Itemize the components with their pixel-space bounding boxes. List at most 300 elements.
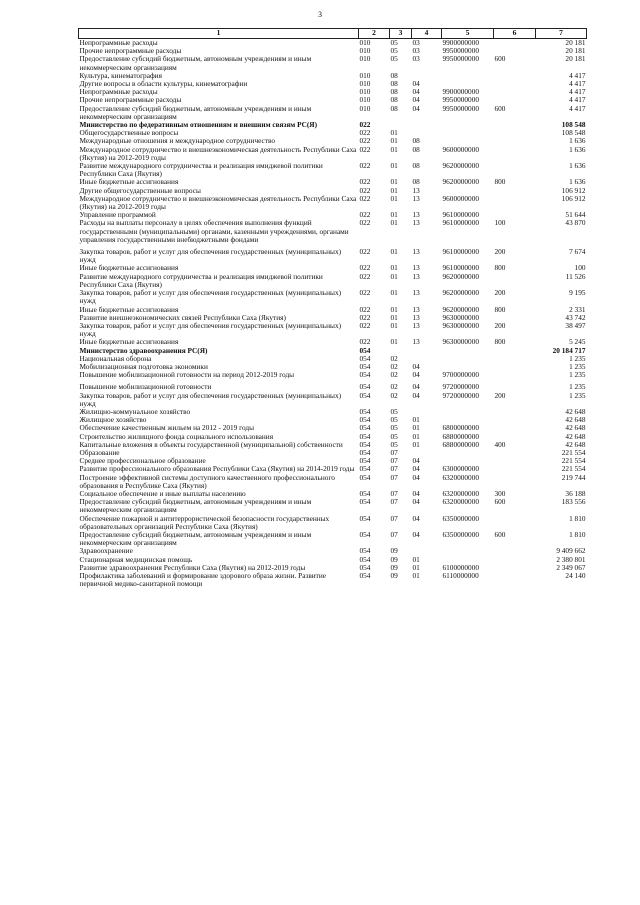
row-code: 054 [359, 406, 371, 416]
table-row [79, 273, 587, 289]
row-subsection: 13 [412, 304, 420, 314]
row-subsection: 04 [412, 472, 420, 482]
row-code: 022 [359, 144, 371, 154]
row-code: 010 [359, 46, 371, 56]
row-amount: 42 648 [565, 431, 586, 441]
table-row [79, 392, 587, 408]
row-target: 6880000000 [442, 439, 479, 449]
header-col-5: 5 [442, 29, 494, 39]
row-amount: 2 331 [569, 304, 586, 314]
row-name: Непрограммные расходы [79, 87, 158, 97]
row-subsection: 08 [412, 136, 420, 146]
row-type [494, 379, 536, 391]
row-section: 08 [390, 95, 398, 105]
row-amount: 36 188 [565, 488, 586, 498]
row-target: 9620000000 [442, 304, 479, 314]
row-section: 05 [390, 54, 398, 64]
row-name: Предоставление субсидий бюджетным, автономным учреждениям и иным некоммерческим организациям [79, 497, 312, 515]
row-amount: 1 235 [569, 390, 586, 400]
row-section: 01 [390, 218, 398, 228]
row-target: 9720000000 [442, 382, 479, 392]
header-col-3: 3 [390, 29, 412, 39]
row-target: 9620000000 [442, 177, 479, 187]
row-target: 6320000000 [442, 497, 479, 507]
row-type [494, 347, 536, 355]
row-code: 054 [359, 546, 371, 556]
row-target: 9630000000 [442, 320, 479, 330]
table-row [79, 195, 587, 211]
row-target: 6100000000 [442, 562, 479, 572]
row-name: Обеспечение качественным жильем на 2012 - 2019 годы [79, 423, 255, 433]
row-section: 02 [390, 361, 398, 371]
row-type [494, 273, 536, 289]
row-amount: 42 648 [565, 439, 586, 449]
row-subsection: 01 [412, 562, 420, 572]
row-target: 9630000000 [442, 312, 479, 322]
row-section: 01 [390, 247, 398, 257]
row-type: 200 [494, 247, 506, 257]
row-subsection: 04 [412, 488, 420, 498]
row-name: Национальная оборона [79, 353, 152, 363]
row-target: 9600000000 [442, 144, 479, 154]
row-name: Закупка товаров, работ и услуг для обеспечения государственных (муниципальных) нужд [79, 288, 342, 306]
row-amount: 42 648 [565, 415, 586, 425]
table-row [79, 515, 587, 531]
row-section: 01 [390, 312, 398, 322]
row-code: 010 [359, 38, 371, 47]
row-type [494, 72, 536, 80]
row-code: 022 [359, 210, 371, 220]
row-subsection: 04 [412, 390, 420, 400]
row-amount: 4 417 [569, 79, 586, 89]
row-code: 054 [359, 571, 371, 580]
row-target [442, 449, 494, 457]
row-amount: 51 644 [565, 210, 586, 220]
row-type [494, 564, 536, 572]
row-amount: 108 548 [561, 120, 586, 130]
row-amount: 4 417 [569, 103, 586, 113]
row-code: 010 [359, 54, 371, 64]
table-row [79, 498, 587, 514]
row-code: 054 [359, 345, 371, 355]
row-subsection: 13 [412, 320, 420, 330]
row-amount: 42 648 [565, 423, 586, 433]
row-name: Непрограммные расходы [79, 38, 158, 47]
row-section: 07 [390, 456, 398, 466]
row-amount: 183 556 [561, 497, 586, 507]
row-code: 022 [359, 320, 371, 330]
row-target: 9950000000 [442, 54, 479, 64]
row-amount: 11 526 [565, 271, 586, 281]
row-code: 010 [359, 103, 371, 113]
row-name: Другие общегосударственные вопросы [79, 185, 201, 195]
table-row [79, 162, 587, 178]
row-section: 07 [390, 447, 398, 457]
row-name: Расходы на выплаты персоналу в целях обеспечения выполнения функций государственными (муниципальными) органами, казенными учреждениями, органами управления государственными внебюджетными фондами [79, 218, 349, 244]
row-type [494, 547, 536, 555]
row-target [442, 72, 494, 80]
row-type [494, 121, 536, 129]
row-name: Прочие непрограммные расходы [79, 46, 182, 56]
row-target: 9950000000 [442, 95, 479, 105]
row-type: 400 [494, 439, 506, 449]
row-target [442, 129, 494, 137]
row-code: 054 [359, 472, 371, 482]
row-target: 9720000000 [442, 390, 479, 400]
row-section: 07 [390, 529, 398, 539]
row-amount: 4 417 [569, 95, 586, 105]
table-row [79, 347, 587, 355]
row-code: 054 [359, 431, 371, 441]
row-section: 01 [390, 136, 398, 146]
row-subsection: 13 [412, 193, 420, 203]
row-amount: 106 912 [561, 193, 586, 203]
row-section: 01 [390, 288, 398, 298]
row-code: 022 [359, 120, 371, 130]
row-target: 9950000000 [442, 46, 479, 56]
row-subsection [412, 347, 442, 355]
row-subsection: 13 [412, 247, 420, 257]
row-name: Профилактика заболеваний и формирование здорового образа жизни. Развитие первичной медико-санитарной помощи [79, 571, 327, 589]
row-code: 054 [359, 353, 371, 363]
row-subsection: 04 [412, 456, 420, 466]
row-section: 08 [390, 79, 398, 89]
row-type [494, 187, 536, 195]
row-code: 054 [359, 382, 371, 392]
row-target: 6350000000 [442, 529, 479, 539]
table-row [79, 55, 587, 71]
row-type [494, 515, 536, 531]
table-row [79, 146, 587, 162]
table-row [79, 474, 587, 490]
row-type: 200 [494, 320, 506, 330]
row-name: Предоставление субсидий бюджетным, автономным учреждениям и иным некоммерческим организациям [79, 529, 312, 548]
row-code: 054 [359, 415, 371, 425]
row-subsection: 01 [412, 423, 420, 433]
row-name: Иные бюджетные ассигнования [79, 177, 179, 187]
row-type: 600 [494, 54, 506, 64]
row-section: 01 [390, 271, 398, 281]
row-subsection: 13 [412, 271, 420, 281]
row-section: 01 [390, 144, 398, 154]
row-type [494, 195, 536, 211]
row-amount: 1 810 [569, 529, 586, 539]
row-subsection: 04 [412, 497, 420, 507]
row-target [442, 121, 494, 129]
row-target: 9600000000 [442, 193, 479, 203]
row-name: Закупка товаров, работ и услуг для обеспечения государственных (муниципальных) нужд [79, 390, 342, 408]
row-code: 054 [359, 464, 371, 474]
row-section: 01 [390, 337, 398, 347]
row-type: 600 [494, 103, 506, 113]
table-row [79, 572, 587, 588]
row-target: 9620000000 [442, 288, 479, 298]
row-subsection: 04 [412, 382, 420, 392]
row-type [494, 371, 536, 379]
row-subsection [412, 121, 442, 129]
row-amount: 221 554 [561, 456, 586, 466]
row-name: Иные бюджетные ассигнования [79, 263, 179, 273]
row-section: 01 [390, 185, 398, 195]
row-name: Предоставление субсидий бюджетным, автономным учреждениям и иным некоммерческим организациям [79, 54, 312, 72]
row-target [442, 547, 494, 555]
row-section: 02 [390, 390, 398, 400]
row-subsection: 01 [412, 554, 420, 564]
row-section: 02 [390, 370, 398, 380]
row-section: 02 [390, 353, 398, 363]
row-name: Управление программой [79, 210, 156, 220]
row-name: Предоставление субсидий бюджетным, автономным учреждениям и иным некоммерческим организациям [79, 103, 312, 121]
row-type [494, 355, 536, 363]
row-amount: 1 235 [569, 370, 586, 380]
row-section: 05 [390, 38, 398, 47]
row-section: 01 [390, 320, 398, 330]
row-type [494, 39, 536, 48]
row-name: Развитие профессионального образования Республики Саха (Якутия) на 2014-2019 годы [79, 464, 355, 474]
row-amount: 221 554 [561, 464, 586, 474]
row-section: 01 [390, 304, 398, 314]
row-amount: 1 810 [569, 513, 586, 523]
row-section: 01 [390, 128, 398, 138]
row-name: Международное сотрудничество и внешнеэкономическая деятельность Республики Саха (Якутия) на 2012-2019 годы [79, 193, 357, 212]
row-code: 022 [359, 337, 371, 347]
row-name: Другие вопросы в области культуры, кинематографии [79, 79, 248, 89]
table-row [79, 244, 587, 264]
table-row [79, 105, 587, 121]
row-code: 054 [359, 529, 371, 539]
row-section: 01 [390, 161, 398, 171]
row-subsection: 13 [412, 218, 420, 228]
row-code: 022 [359, 263, 371, 273]
table-body [79, 39, 587, 589]
row-section: 09 [390, 562, 398, 572]
table-row [79, 441, 587, 449]
row-section: 07 [390, 488, 398, 498]
row-target: 6320000000 [442, 472, 479, 482]
row-amount: 1 636 [569, 136, 586, 146]
row-name: Развитие международного сотрудничества и реализация имиджевой политики Республики Саха (Якутия) [79, 161, 323, 179]
row-code: 054 [359, 554, 371, 564]
row-name: Жилищно-коммунальное хозяйство [79, 406, 191, 416]
row-name: Культура, кинематография [79, 70, 162, 80]
row-section: 05 [390, 406, 398, 416]
row-subsection: 04 [412, 370, 420, 380]
row-subsection: 04 [412, 103, 420, 113]
row-section: 02 [390, 382, 398, 392]
row-amount: 4 417 [569, 70, 586, 80]
table-row [79, 371, 587, 379]
row-name: Закупка товаров, работ и услуг для обеспечения государственных (муниципальных) нужд [79, 247, 342, 265]
row-amount: 1 636 [569, 144, 586, 154]
row-name: Министерство здравоохранения РС(Я) [79, 345, 208, 355]
row-subsection: 13 [412, 263, 420, 273]
row-subsection: 04 [412, 513, 420, 523]
row-code: 022 [359, 271, 371, 281]
row-code: 054 [359, 361, 371, 371]
header-col-6: 6 [494, 29, 536, 39]
row-code: 010 [359, 79, 371, 89]
row-amount: 42 648 [565, 406, 586, 416]
row-section: 05 [390, 46, 398, 56]
row-subsection: 03 [412, 54, 420, 64]
row-amount: 9 409 662 [556, 546, 586, 556]
row-code: 054 [359, 488, 371, 498]
row-amount: 100 [574, 263, 586, 273]
row-subsection: 13 [412, 312, 420, 322]
row-code: 022 [359, 218, 371, 228]
row-section: 07 [390, 497, 398, 507]
row-amount: 2 380 801 [556, 554, 586, 564]
row-type: 600 [494, 529, 506, 539]
row-amount: 20 181 [565, 38, 586, 47]
row-code: 022 [359, 136, 371, 146]
row-name: Закупка товаров, работ и услуг для обеспечения государственных (муниципальных) нужд [79, 320, 342, 339]
row-name: Развитие здравоохранения Республики Саха (Якутия) на 2012-2019 годы [79, 562, 306, 572]
row-amount: 38 497 [565, 320, 586, 330]
row-amount: 1 235 [569, 353, 586, 363]
row-target: 9900000000 [442, 38, 479, 47]
row-section: 05 [390, 415, 398, 425]
row-code: 054 [359, 439, 371, 449]
row-type: 300 [494, 488, 506, 498]
row-code: 022 [359, 128, 371, 138]
row-amount: 9 195 [569, 288, 586, 298]
row-name: Построение эффективной системы доступного качественного профессионального образования в Республике Саха (Якутия) [79, 472, 335, 490]
row-section: 08 [390, 87, 398, 97]
row-type [494, 162, 536, 178]
row-code: 010 [359, 70, 371, 80]
row-amount: 108 548 [561, 128, 586, 138]
row-target: 9630000000 [442, 337, 479, 347]
row-name: Образование [79, 447, 120, 457]
row-target: 9620000000 [442, 161, 479, 171]
row-subsection: 03 [412, 46, 420, 56]
row-type: 600 [494, 497, 506, 507]
row-amount: 1 636 [569, 177, 586, 187]
row-type: 100 [494, 218, 506, 228]
row-type [494, 449, 536, 457]
row-subsection: 08 [412, 177, 420, 187]
row-amount: 1 235 [569, 382, 586, 392]
row-amount: 1 636 [569, 161, 586, 171]
header-col-2: 2 [359, 29, 390, 39]
row-code: 022 [359, 185, 371, 195]
row-subsection: 04 [412, 529, 420, 539]
row-name: Капитальные вложения в объекты государственной (муниципальной) собственности [79, 439, 343, 449]
row-target: 9900000000 [442, 87, 479, 97]
row-name: Стационарная медицинская помощь [79, 554, 193, 564]
row-type [494, 416, 536, 424]
row-amount: 1 235 [569, 361, 586, 371]
row-section: 09 [390, 554, 398, 564]
row-name: Международное сотрудничество и внешнеэкономическая деятельность Республики Саха (Якутия) на 2012-2019 годы [79, 144, 357, 162]
header-col-1: 1 [79, 29, 359, 39]
row-section: 09 [390, 546, 398, 556]
row-code: 010 [359, 87, 371, 97]
row-type [494, 129, 536, 137]
row-type [494, 457, 536, 465]
row-type [494, 424, 536, 432]
table-row [79, 408, 587, 416]
row-code: 054 [359, 370, 371, 380]
row-type [494, 474, 536, 490]
row-type [494, 88, 536, 96]
row-subsection: 13 [412, 185, 420, 195]
row-subsection: 04 [412, 79, 420, 89]
row-target: 6300000000 [442, 464, 479, 474]
row-type [494, 80, 536, 88]
row-amount: 4 417 [569, 87, 586, 97]
row-subsection: 13 [412, 210, 420, 220]
page-number: 3 [318, 10, 322, 19]
row-amount: 24 140 [565, 571, 586, 580]
row-section: 05 [390, 431, 398, 441]
row-target: 9950000000 [442, 103, 479, 113]
table-row [79, 379, 587, 391]
row-amount: 2 349 067 [556, 562, 586, 572]
row-amount: 43 742 [565, 312, 586, 322]
row-type [494, 556, 536, 564]
row-name: Повышение мобилизационной готовности [79, 382, 212, 392]
row-type [494, 572, 536, 588]
row-subsection: 08 [412, 161, 420, 171]
row-target: 9610000000 [442, 263, 479, 273]
row-name: Общегосударственные вопросы [79, 128, 179, 138]
row-target: 6110000000 [442, 571, 479, 580]
table-row [79, 219, 587, 244]
table-row [79, 531, 587, 547]
row-section: 05 [390, 439, 398, 449]
row-code: 022 [359, 177, 371, 187]
row-target: 6800000000 [442, 423, 479, 433]
row-name: Среднее профессиональное образование [79, 456, 206, 466]
row-code: 022 [359, 193, 371, 203]
row-type: 200 [494, 288, 506, 298]
row-name: Развитие внешнеэкономических связей Республики Саха (Якутия) [79, 312, 286, 322]
row-code: 010 [359, 95, 371, 105]
budget-table [78, 28, 587, 588]
row-type [494, 146, 536, 162]
row-code: 054 [359, 513, 371, 523]
row-target: 6320000000 [442, 488, 479, 498]
row-type [494, 137, 536, 145]
row-target: 9610000000 [442, 210, 479, 220]
row-subsection: 13 [412, 337, 420, 347]
row-section: 07 [390, 472, 398, 482]
row-amount: 43 870 [565, 218, 586, 228]
row-subsection: 04 [412, 95, 420, 105]
row-target [442, 355, 494, 363]
header-col-4: 4 [412, 29, 442, 39]
row-name: Развитие международного сотрудничества и реализация имиджевой политики Республики Саха (Якутия) [79, 271, 323, 289]
row-code: 022 [359, 288, 371, 298]
row-type: 800 [494, 304, 506, 314]
row-target: 9610000000 [442, 247, 479, 257]
row-type [494, 363, 536, 371]
row-subsection: 08 [412, 144, 420, 154]
row-name: Обеспечение пожарной и антитеррористической безопасности государственных образовательных организаций Республики Саха (Якутия) [79, 513, 330, 531]
table-row [79, 289, 587, 305]
row-subsection: 04 [412, 87, 420, 97]
row-section: 08 [390, 70, 398, 80]
row-type [494, 408, 536, 416]
row-type: 800 [494, 337, 506, 347]
row-code: 054 [359, 447, 371, 457]
row-name: Повышение мобилизационной готовности на период 2012-2019 годы [79, 370, 295, 380]
row-section: 01 [390, 210, 398, 220]
row-target [442, 347, 494, 355]
row-code: 054 [359, 423, 371, 433]
